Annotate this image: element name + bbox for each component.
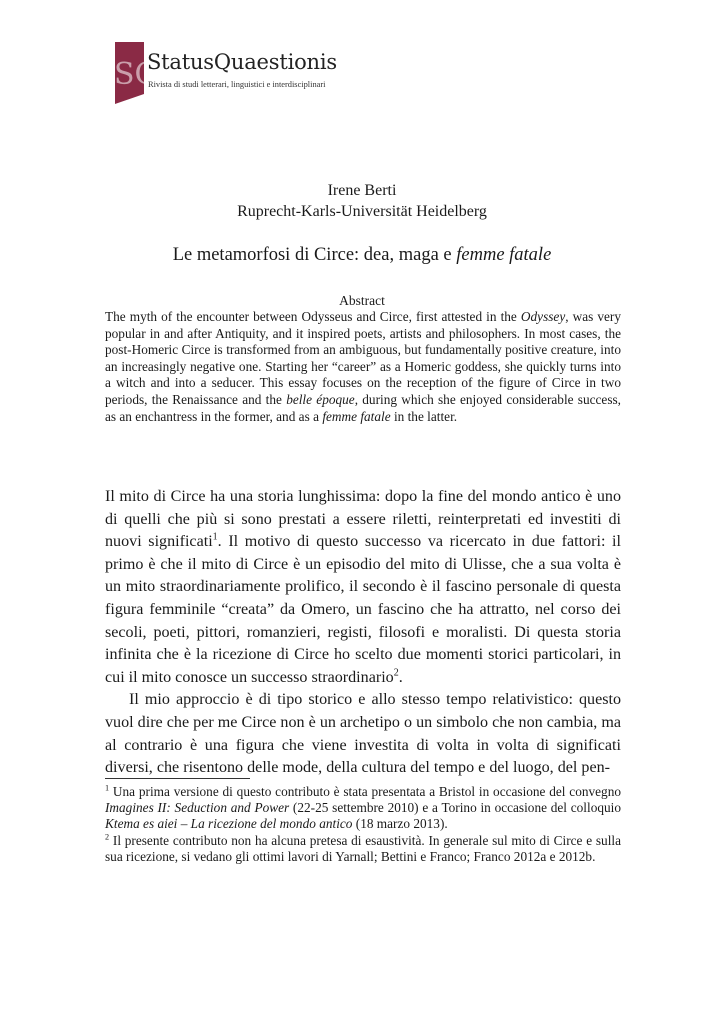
svg-text:SQ: SQ: [114, 57, 160, 92]
article-body: [105, 486, 621, 780]
author-affiliation: Ruprecht-Karls-Universität Heidelberg: [237, 203, 487, 220]
footnote-2: [105, 833, 621, 865]
body-paragraph-2: Il mio approccio è di tipo storico e allo stesso tempo relativistico: questo vuol dire che per me Circe non è un archetipo o un simbolo che non cambia, ma al contrario è una figura che viene investita di volta in volta di significati diversi, che risentono delle mode, della cultura del tempo e del luogo, del pen-: [105, 691, 621, 777]
abstract-italic: femme fatale: [322, 408, 391, 424]
abstract-segment: , was very popular in and after Antiquity, and it inspired poets, artists and philosophers. In most cases, the post-Homeric Circe is transformed from an ambiguous, but fundamentally positive creature, into an increasingly negative one. Starting her “career” as a Homeric goddess, she quickly turns into a witch and into a seducer. This essay focuses on the reception of the figure of Circe in two periods, the Renaissance and the: [105, 309, 622, 407]
abstract-heading: Abstract: [339, 293, 385, 308]
article-title-italic: femme fatale: [456, 245, 552, 265]
sq-logo-icon: [112, 42, 160, 104]
abstract-italic: belle époque: [286, 391, 355, 407]
footnote-segment: (22-25 settembre 2010) e a Torino in occasione del colloquio: [289, 800, 621, 816]
body-segment: .: [398, 668, 403, 686]
footnote-italic: Imagines II: Seduction and Power: [105, 800, 290, 816]
footnote-segment: Il presente contributo non ha alcuna pretesa di esaustività. In generale sul mito di Circe e sulla sua ricezione, si vedano gli ottimi lavori di Yarnall; Bettini e Franco; Franco 2012a e 2012b.: [105, 832, 621, 864]
footnote-number: 2: [105, 832, 110, 842]
footnote-ref-2[interactable]: 2: [393, 667, 399, 679]
footnotes: [105, 784, 621, 865]
abstract-segment: in the latter.: [390, 408, 458, 424]
footnote-segment: (18 marzo 2013).: [352, 816, 448, 832]
body-segment: . Il motivo di questo successo va ricercato in due fattori: il primo è che il mito di Circe è un episodio del mito di Ulisse, che a sua volta è un mito straordinariamente prolifico, il secondo è il fascino personale di questa figura femminile “creata” da Omero, un fascino che ha attratto, nel corso dei secoli, poeti, pittori, romanzieri, registi, filosofi e moralisti. Di questa storia infinita che è la ricezione di Circe ho scelto due momenti storici particolari, in cui il mito conosce un successo straordinario: [105, 533, 621, 686]
body-paragraph-1: [105, 486, 621, 689]
footnote-segment: Una prima versione di questo contributo è stata presentata a Bristol in occasione del convegno: [109, 784, 621, 799]
journal-subtitle: Rivista di studi letterari, linguistici e interdisciplinari: [148, 80, 326, 89]
abstract-segment: The myth of the encounter between Odysseus and Circe, first attested in the: [105, 309, 521, 324]
footnote-1: [105, 784, 621, 833]
abstract-segment: , during which she enjoyed considerable success, as an enchantress in the former, and as a: [105, 391, 621, 424]
footnote-ref-1[interactable]: 1: [212, 531, 218, 543]
body-segment: Il mito di Circe ha una storia lunghissima: dopo la fine del mondo antico è uno di quelli che più si sono prestati a essere riletti, reinterpretati ed investiti di nuovi significati: [105, 488, 621, 551]
article-title-main: Le metamorfosi di Circe: dea, maga e: [172, 245, 457, 265]
abstract-italic: Odyssey: [520, 309, 566, 324]
footnote-number: 1: [105, 783, 110, 793]
abstract-text: [105, 309, 621, 425]
footnote-divider: [105, 778, 250, 779]
journal-title: StatusQuaestionis: [147, 50, 337, 74]
footnote-italic: Ktema es aiei – La ricezione del mondo antico: [105, 816, 353, 832]
author-name: Irene Berti: [327, 182, 397, 199]
article-title: [0, 245, 724, 266]
